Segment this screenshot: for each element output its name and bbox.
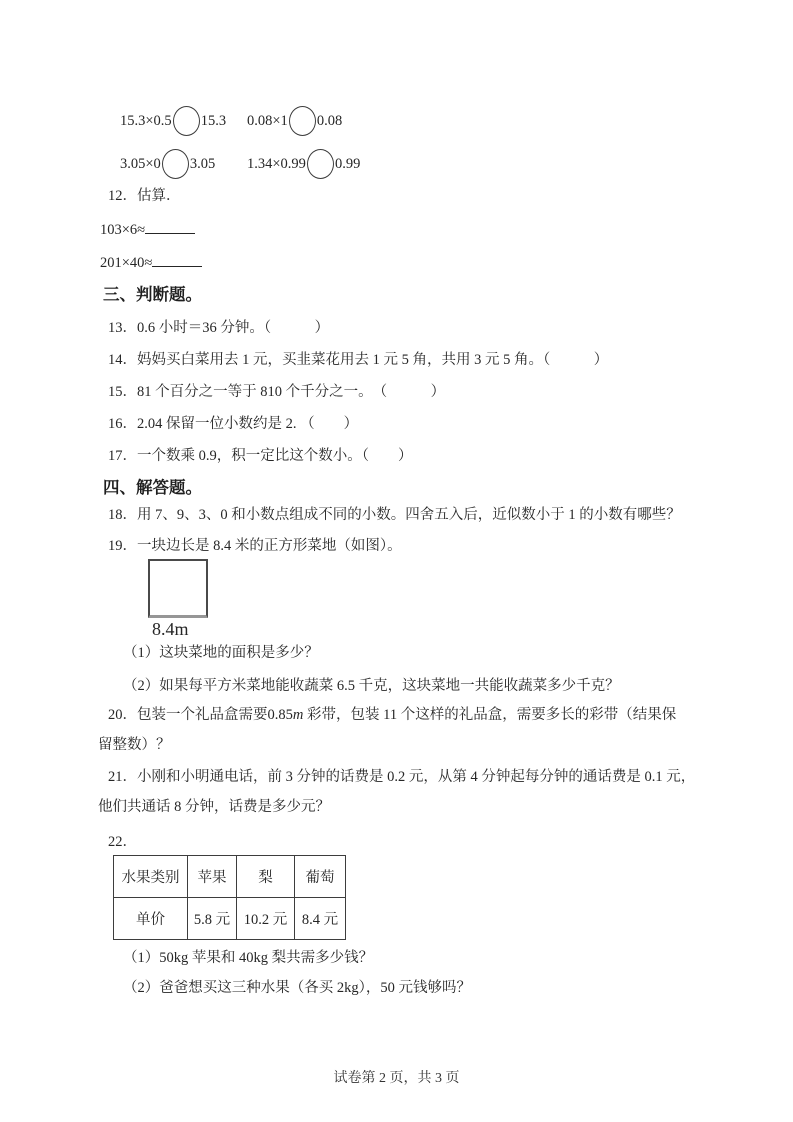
section-solve-title: 四、解答题。 [103,479,202,497]
answer-blank-line [145,219,195,234]
comparison-left-expression: 15.3×0.5 [120,112,172,129]
section-judge-title: 三、判断题。 [103,286,202,304]
comparison-right-value: 0.08 [316,112,343,129]
comparison-left-expression: 0.08×1 [247,112,288,129]
estimate-expression: 103×6≈ [100,222,146,238]
table-cell-apple-price: 5.8 元 [188,898,237,940]
judge-question-17: 17．一个数乘 0.9，积一定比这个数小。（ ） [108,448,413,464]
comparison-pair [247,106,342,136]
table-cell-grape-price: 8.4 元 [295,898,346,940]
question-12-label: 12．估算． [108,188,181,204]
comparison-left-expression: 3.05×0 [120,155,161,172]
solve-question-20-line-1 [98,705,723,725]
table-header-row [114,856,346,898]
judge-question-13: 13．0.6 小时＝36 分钟。（ ） [108,320,330,336]
judge-question-15: 15．81 个百分之一等于 810 个千分之一。 （ ） [108,384,446,400]
table-cell-pear-header: 梨 [237,856,295,898]
comparison-right-value: 15.3 [200,112,227,129]
estimate-expression: 201×40≈ [100,255,153,271]
solve-question-20-line-2: 留整数）？ [98,737,171,753]
comparison-left-expression: 1.34×0.99 [247,155,306,172]
solve-question-18: 18．用 7、9、3、0 和小数点组成不同的小数。四舍五入后，近似数小于 1 的小数有哪些？ [108,507,681,523]
question-19-sub-1: （1）这块菜地的面积是多少？ [123,645,319,661]
comparison-pair [120,106,247,136]
table-cell-category-header: 水果类别 [114,856,188,898]
fruit-price-table [113,855,346,940]
judge-question-16: 16．2.04 保留一位小数约是 2. （ ） [108,416,359,432]
question-22-sub-1: （1）50kg 苹果和 40kg 梨共需多少钱？ [123,950,374,966]
table-cell-grape-header: 葡萄 [295,856,346,898]
comparison-row [120,103,342,139]
square-field-figure [148,559,208,618]
comparison-circle-blank [162,149,189,179]
question-20-text-pre: 20．包装一个礼品盒需要0.85 [108,707,293,723]
comparison-row [120,146,360,182]
comparison-circle-blank [173,106,200,136]
page-footer: 试卷第 2 页，共 3 页 [333,1071,460,1086]
comparison-circle-blank [307,149,334,179]
comparison-pair [120,149,247,179]
question-19-sub-2: （2）如果每平方米菜地能收蔬菜 6.5 千克，这块菜地一共能收蔬菜多少千克？ [123,678,620,694]
estimate-item [98,252,723,273]
comparison-right-value: 0.99 [334,155,361,172]
question-22-sub-2: （2）爸爸想买这三种水果（各买 2kg），50 元钱够吗？ [123,980,471,996]
solve-question-22-label: 22． [108,834,137,850]
solve-question-21-line-2: 他们共通话 8 分钟，话费是多少元？ [98,799,330,815]
table-cell-apple-header: 苹果 [188,856,237,898]
solve-question-19: 19．一块边长是 8.4 米的正方形菜地（如图）。 [108,538,402,554]
comparison-pair [247,149,360,179]
comparison-right-value: 3.05 [189,155,216,172]
square-side-length-label: 8.4m [152,619,189,639]
question-20-unit-m: m [292,707,304,723]
solve-question-21-line-1: 21．小刚和小明通电话，前 3 分钟的话费是 0.2 元，从第 4 分钟起每分钟的通话费是 0.1 元， [108,769,696,785]
comparison-circle-blank [289,106,316,136]
estimate-item [98,219,723,240]
table-price-row [114,898,346,940]
table-cell-price-label: 单价 [114,898,188,940]
judge-question-14: 14．妈妈买白菜用去 1 元，买韭菜花用去 1 元 5 角，共用 3 元 5 角。（ ） [108,352,609,368]
question-20-text-post: 彩带，包装 11 个这样的礼品盒，需要多长的彩带（结果保 [303,707,677,723]
table-cell-pear-price: 10.2 元 [237,898,295,940]
answer-blank-line [152,252,202,267]
